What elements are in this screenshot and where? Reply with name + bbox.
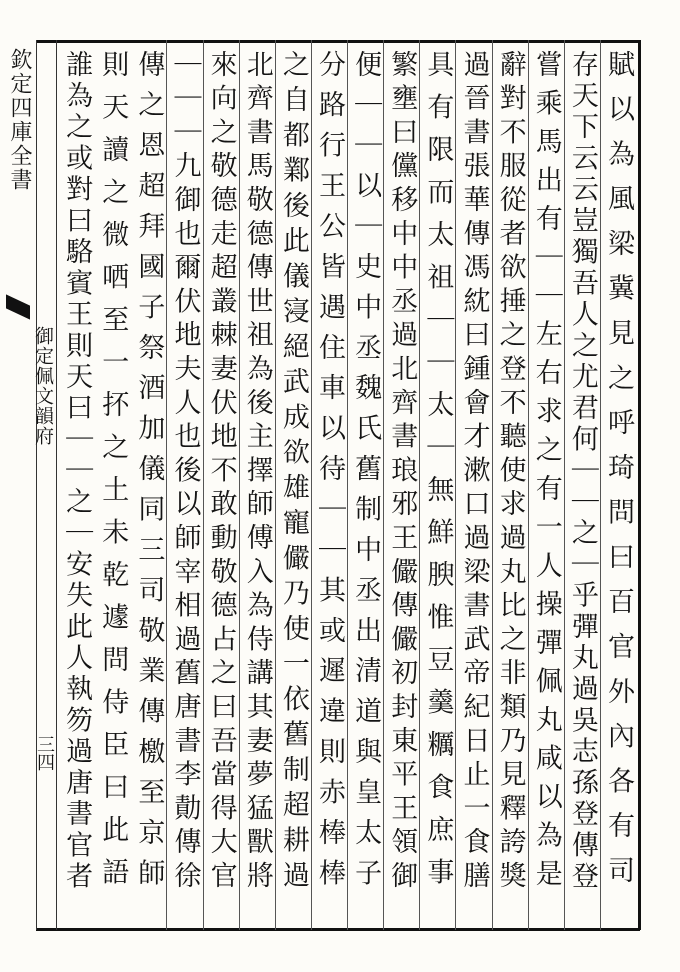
page-number: 三四: [34, 735, 55, 771]
text-column-9: 分路行王公皆遇住車以待｜｜其或遲違則赤棒棒: [314, 50, 345, 899]
text-column-1: 賦以為風梁冀見之呼琦問曰百官外內各有司: [603, 50, 634, 901]
border-top: [36, 40, 640, 43]
volume-title: 御定佩文韻府: [32, 326, 54, 446]
text-column-2: 存天下云云豈獨吾人之尤君何｜｜之｜乎彈丸過吳志孫登傳登: [566, 50, 598, 893]
text-column-4: 辭對不服從者欲捶之登不聽使求過丸比之非類乃見釋誇獎: [494, 50, 526, 895]
book-title: 欽定四庫全書: [7, 48, 32, 192]
text-column-14: 傳之恩超拜國子祭酒加儀同三司敬業傳檄至京師: [133, 50, 165, 899]
text-column-7: 繁壅曰儻移中中丞過北齊書琅邪王儼傳儼初封東平王領御: [386, 50, 418, 895]
text-column-10: 之自都鄴後此儀寖絕武成欲雄寵儼乃使一依舊制超耕過: [277, 50, 309, 896]
text-column-11: 北齊書馬敬德傳世祖為後主擇師傅入為侍講其妻夢猛獸將: [241, 50, 273, 895]
text-column-16: 誰為之或對曰駱賓王則天曰｜｜之｜安失此人執笏過唐書官者: [61, 50, 93, 893]
border-left: [36, 40, 37, 930]
text-column-12: 來向之敬德走超叢棘妻伏地不敢動敬德占之曰吾當得大官: [205, 50, 237, 895]
border-right: [638, 40, 641, 930]
text-column-5: 過晉書張華傳馮紞曰鍾會才漱口過梁書武帝紀日止一食膳: [458, 50, 490, 895]
border-bottom: [36, 928, 640, 931]
text-column-6: 具有限而太祖｜｜太｜無鮮腴惟豆羹糲食庶事: [422, 50, 454, 900]
text-column-13: ｜｜｜九御也爾伏地夫人也後以師宰相過舊唐書李勣傳徐: [169, 50, 201, 895]
margin-rule: [56, 40, 57, 930]
text-column-8: 便｜｜以｜史中丞魏氏舊制中丞出清道與皇太子: [350, 50, 382, 899]
text-column-3: 嘗乘馬出有｜｜左右求之有一人操彈佩丸咸以為是: [530, 50, 562, 898]
text-column-15: 則天讀之微哂至一抔之土未乾遽問侍臣曰此語: [97, 50, 129, 900]
